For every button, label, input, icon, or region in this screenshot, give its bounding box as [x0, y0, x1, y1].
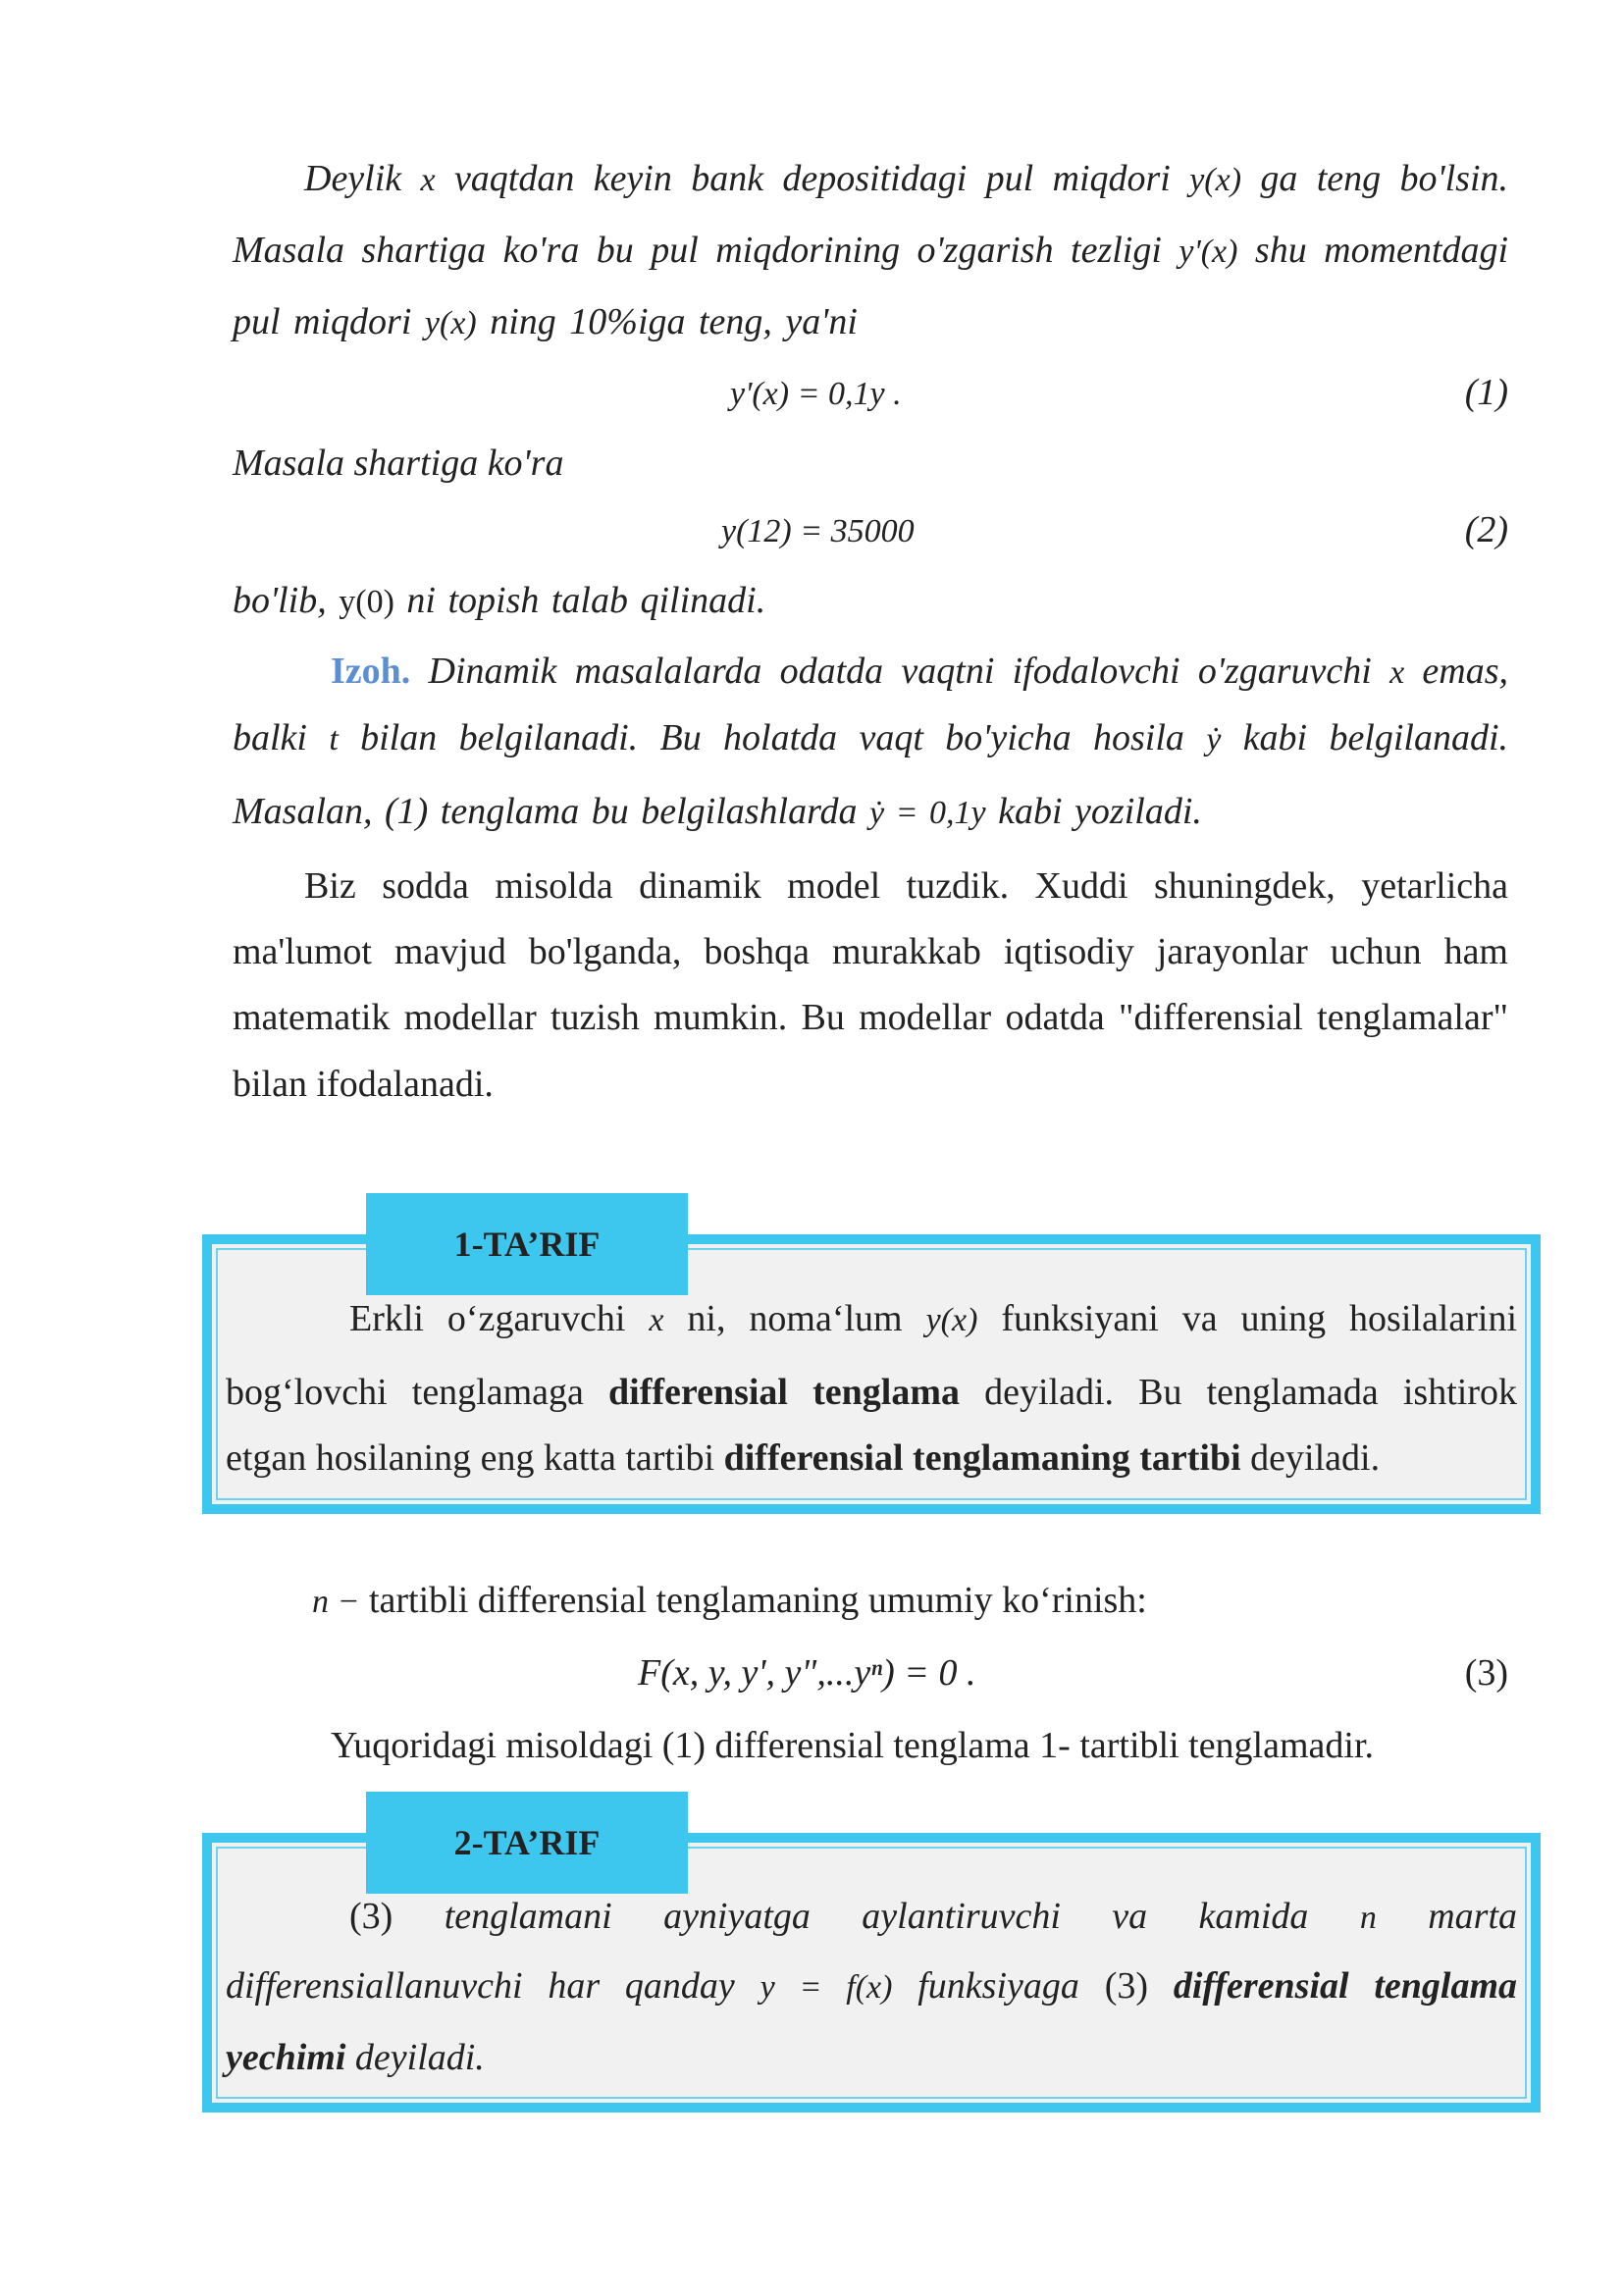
text-span: bo'lib, — [233, 580, 327, 621]
text-span: deyiladi. — [354, 2037, 485, 2078]
text-span: Dinamik masalalarda odatda vaqtni ifodalovchi o'zgaruvchi — [428, 651, 1372, 692]
text-span: bog‘lovchi tenglamaga — [226, 1372, 584, 1413]
math-yx: y(x) — [424, 305, 477, 341]
text-span: etgan hosilaning eng katta tartibi — [226, 1437, 715, 1479]
text-span: ni, noma‘lum — [687, 1298, 903, 1339]
definition-1-line-1 — [349, 1295, 1517, 1344]
math-yx: y(x) — [1189, 162, 1242, 198]
definition-1-line-3 — [226, 1434, 1380, 1482]
text-span: kabi belgilanadi. — [1242, 717, 1509, 758]
text-span: shu momentdagi — [1254, 230, 1508, 271]
text-span: marta — [1428, 1896, 1518, 1937]
math-ydot-eq: ẏ = 0,1y — [869, 795, 986, 831]
text-span: vaqtdan keyin bank depositidagi pul miqdori — [453, 158, 1171, 199]
equation-2: y(12) = 35000 — [721, 513, 915, 549]
text-span: balki — [233, 717, 307, 758]
paragraph-6: Yuqoridagi misoldagi (1) differensial tenglama 1- tartibli tenglamadir. — [331, 1725, 1375, 1766]
bold-term: yechimi — [226, 2037, 346, 2078]
paragraph-4-line-3: matematik modellar tuzish mumkin. Bu modellar odatda "differensial tenglamalar" — [233, 997, 1508, 1038]
text-span: Erkli o‘zgaruvchi — [349, 1298, 626, 1339]
math-yfx: y = f(x) — [760, 1969, 893, 2006]
paragraph-4-line-2: ma'lumot mavjud bo'lganda, boshqa murakkab iqtisodiy jarayonlar uchun ham — [233, 931, 1508, 972]
equation-2-number: (2) — [1464, 509, 1508, 550]
text-span: (3) — [1104, 1965, 1149, 2007]
math-x: x — [649, 1302, 664, 1338]
paragraph-1-line-1 — [304, 155, 1508, 204]
definition-2-title: 2-TA’RIF — [366, 1792, 688, 1894]
math-x: x — [420, 162, 436, 198]
text-span: ning 10%iga teng, ya'ni — [490, 301, 858, 342]
math-n: n — [1359, 1900, 1377, 1936]
note-line-3 — [233, 788, 1202, 837]
text-span: deyiladi. Bu tenglamada ishtirok — [984, 1372, 1517, 1413]
text-span: tenglamani ayniyatga aylantiruvchi va kamida — [444, 1896, 1309, 1937]
equation-3: F(x, y, y', y",...yⁿ) = 0 . — [638, 1652, 976, 1694]
definition-2-line-1 — [349, 1893, 1517, 1942]
note-label: Izoh. — [331, 651, 411, 692]
math-n: n − — [312, 1584, 360, 1620]
definition-1-line-2 — [226, 1369, 1517, 1416]
text-span: tartibli differensial tenglamaning umumiy ko‘rinish: — [368, 1580, 1147, 1621]
text-span: Masalan, (1) tenglama bu belgilashlarda — [233, 791, 858, 832]
paragraph-4-line-1: Biz sodda misolda dinamik model tuzdik. Xuddi shuningdek, yetarlicha — [304, 865, 1508, 907]
text-span: Masala shartiga ko'ra bu pul miqdorining o'zgarish tezligi — [233, 230, 1162, 271]
text-span: ga teng bo'lsin. — [1260, 158, 1509, 199]
text-span: ni topish talab qilinadi. — [406, 580, 766, 621]
paragraph-1-line-2 — [233, 227, 1508, 276]
note-line-1 — [331, 648, 1508, 697]
math-t: t — [329, 721, 339, 757]
text-span: funksiyani va uning hosilalarini — [1001, 1298, 1518, 1339]
math-y0: y(0) — [339, 584, 394, 620]
text-span: differensiallanuvchi har qanday — [226, 1965, 735, 2007]
text-span: Deylik — [304, 158, 402, 199]
text-span: emas, — [1422, 651, 1509, 692]
math-ypx: y'(x) — [1179, 234, 1238, 270]
paragraph-4-line-4: bilan ifodalanadi. — [233, 1064, 494, 1105]
equation-1: y'(x) = 0,1y . — [730, 376, 902, 412]
equation-1-number: (1) — [1464, 372, 1508, 413]
text-span: bilan belgilanadi. Bu holatda vaqt bo'yicha hosila — [360, 717, 1184, 758]
bold-term: differensial tenglama — [608, 1372, 960, 1413]
text-span: funksiyaga — [917, 1965, 1079, 2007]
paragraph-5 — [312, 1577, 1147, 1626]
bold-term: differensial tenglamaning tartibi — [723, 1437, 1241, 1479]
paragraph-2: Masala shartiga ko'ra — [233, 443, 564, 484]
text-span: deyiladi. — [1250, 1437, 1381, 1479]
definition-1-title: 1-TA’RIF — [366, 1193, 688, 1295]
note-line-2 — [233, 714, 1508, 763]
math-x: x — [1389, 654, 1405, 691]
equation-3-number: (3) — [1464, 1652, 1508, 1694]
text-span: pul miqdori — [233, 301, 412, 342]
definition-2-line-2 — [226, 1962, 1517, 2011]
text-span: kabi yoziladi. — [998, 791, 1202, 832]
text-span: (3) — [349, 1896, 393, 1937]
bold-term: differensial tenglama — [1173, 1965, 1518, 2007]
paragraph-3 — [233, 577, 765, 626]
paragraph-1-line-3 — [233, 298, 858, 347]
definition-2-line-3 — [226, 2034, 485, 2081]
math-yx: y(x) — [925, 1302, 978, 1338]
math-ydot: ẏ — [1206, 721, 1222, 757]
